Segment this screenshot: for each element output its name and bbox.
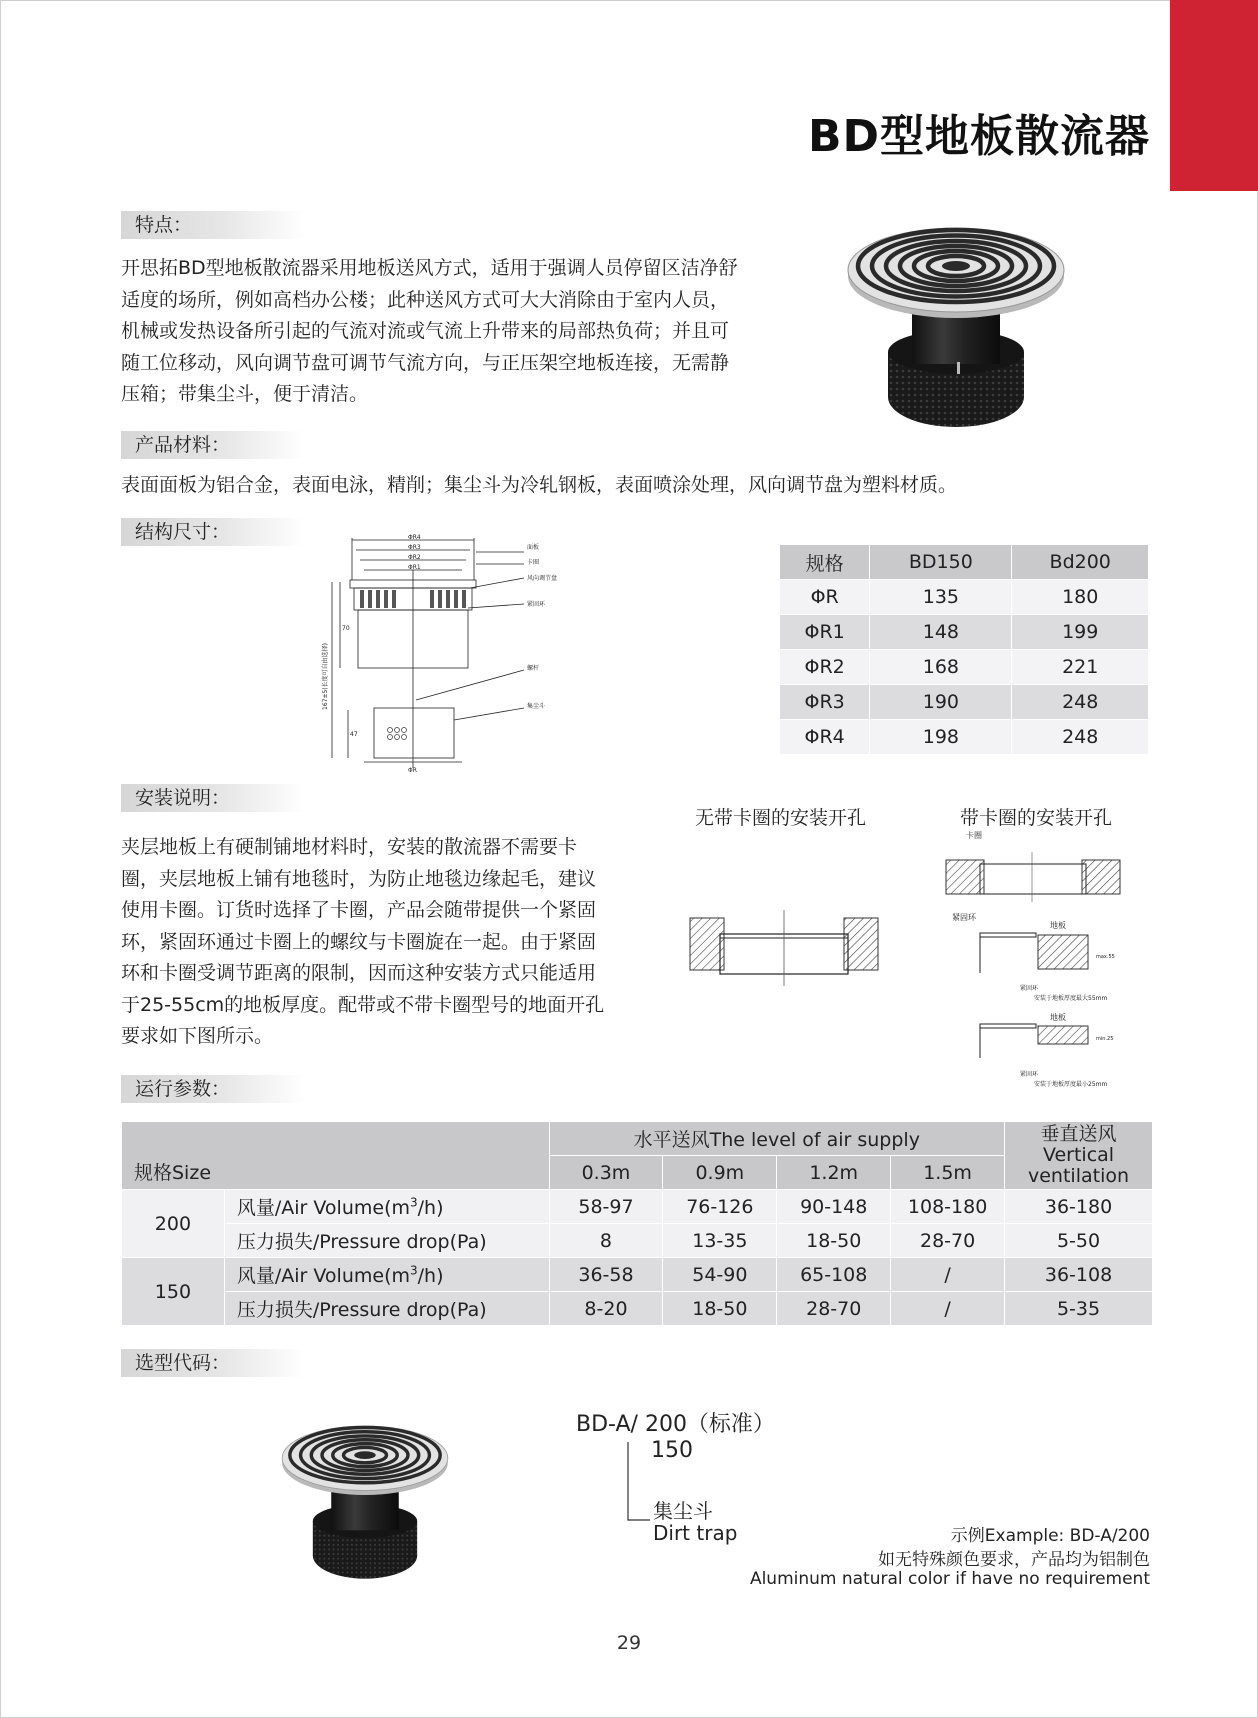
spec-cell: 199: [1012, 615, 1149, 650]
install-text: [121, 832, 604, 1053]
install-heading: 安装说明：: [121, 784, 305, 812]
features-line: 压箱；带集尘斗，便于清洁。: [121, 383, 369, 405]
features-line: 机械或发热设备所引起的气流对流或气流上升带来的局部热负荷；并且可: [121, 320, 730, 342]
param-cell: 8: [549, 1224, 663, 1258]
param-cell: 28-70: [891, 1224, 1005, 1258]
spec-cell: 190: [870, 685, 1012, 720]
param-cell: 36-108: [1005, 1258, 1153, 1292]
part-rod-label: 螺杆: [527, 665, 540, 672]
params-table: [121, 1121, 1153, 1326]
param-cell: /: [891, 1258, 1005, 1292]
spec-cell: 180: [1012, 580, 1149, 615]
param-cell: 90-148: [777, 1190, 891, 1224]
color-note-cn: 如无特殊颜色要求，产品均为铝制色: [878, 1550, 1150, 1570]
dim-min-label: min.25: [1096, 1036, 1114, 1042]
param-cell: 54-90: [663, 1258, 777, 1292]
spec-header-cell: BD150: [870, 545, 1012, 580]
param-cell: 65-108: [777, 1258, 891, 1292]
pressure-label: 压力损失/Pressure drop(Pa): [224, 1224, 549, 1258]
spec-cell: ΦR3: [780, 685, 870, 720]
part-dust-label: 集尘斗: [527, 703, 546, 710]
spec-table: [779, 544, 1149, 755]
spec-table-row: [780, 580, 1149, 615]
params-heading: 运行参数：: [121, 1075, 305, 1103]
install-line: 环，紧固环通过卡圈上的螺纹与卡圈旋在一起。由于紧固: [121, 930, 597, 953]
features-text: [121, 253, 738, 411]
material-text: [121, 470, 957, 502]
dim-r1-label: ΦR1: [408, 564, 421, 571]
page-title: BD型地板散流器: [807, 111, 1150, 162]
note-min-label: 安装于地板厚度最小25mm: [1034, 1081, 1108, 1088]
spec-table-row: [780, 615, 1149, 650]
spec-cell: 221: [1012, 650, 1149, 685]
part-disc-label: 风向调节盘: [527, 575, 558, 582]
install-line: 要求如下图所示。: [121, 1025, 274, 1047]
dim-height-label: 167±5(长度可自由选择): [322, 643, 329, 710]
install-line: 使用卡圈。订货时选择了卡圈，产品会随带提供一个紧固: [121, 899, 597, 921]
dim-r3-label: ΦR3: [408, 544, 421, 551]
distance-header: 1.2m: [777, 1156, 891, 1190]
structure-drawing: [292, 530, 622, 780]
structure-heading: 结构尺寸：: [121, 518, 305, 546]
spec-cell: 248: [1012, 720, 1149, 755]
spec-cell: ΦR4: [780, 720, 870, 755]
product-photo: [840, 212, 1072, 437]
spec-table-row: [780, 685, 1149, 720]
color-note-en: Aluminum natural color if have no requirement: [749, 1569, 1150, 1589]
features-line: 适度的场所，例如高档办公楼；此种送风方式可大大消除由于室内人员，: [121, 288, 730, 311]
vertical-header-en2: ventilation: [1028, 1165, 1130, 1187]
clamp-label-top: 紧固环: [952, 913, 976, 922]
param-cell: 36-58: [549, 1258, 663, 1292]
code-heading: 选型代码：: [121, 1349, 305, 1377]
spec-table-header: [780, 545, 1149, 580]
distance-header: 1.5m: [891, 1156, 1005, 1190]
param-cell: 5-35: [1005, 1292, 1153, 1326]
param-cell: 36-180: [1005, 1190, 1153, 1224]
features-heading: 特点：: [121, 211, 305, 239]
param-cell: 13-35: [663, 1224, 777, 1258]
distance-header: 0.9m: [663, 1156, 777, 1190]
red-corner-block: [1170, 0, 1258, 191]
material-heading: 产品材料：: [121, 431, 305, 459]
dim-47-label: 47: [350, 731, 358, 738]
install-drawing-with-ring: [940, 828, 1140, 1093]
spec-header-cell: Bd200: [1012, 545, 1149, 580]
product-photo-small: [276, 1412, 454, 1588]
vertical-header-en1: Vertical: [1042, 1144, 1115, 1166]
volume-label: 风量/Air $Volume(m^3/h)$: [224, 1190, 549, 1224]
install-line: 于25-55cm的地板厚度。配带或不带卡圈型号的地面开孔: [121, 993, 605, 1016]
params-horizontal-header: 水平送风The level of air supply: [549, 1122, 1005, 1156]
dim-r-label: ΦR: [408, 767, 417, 774]
spec-header-cell: 规格: [780, 545, 870, 580]
size-cell: 200: [122, 1190, 225, 1258]
page-number: 29: [616, 1632, 642, 1654]
spec-table-row: [780, 720, 1149, 755]
features-line: 随工位移动，风向调节盘可调节气流方向，与正压架空地板连接，无需静: [121, 351, 730, 374]
param-cell: 18-50: [663, 1292, 777, 1326]
ring-label: 卡圈: [966, 831, 982, 840]
install-caption-with-ring: 带卡圈的安装开孔: [960, 807, 1113, 829]
code-line-2: 150: [651, 1438, 693, 1463]
param-cell: 8-20: [549, 1292, 663, 1326]
material-line: 表面面板为铝合金，表面电泳，精削；集尘斗为冷轧钢板，表面喷涂处理，风向调节盘为塑料材质。: [121, 474, 958, 496]
clamp-label-mid: 紧固环: [1020, 985, 1039, 992]
spec-cell: 248: [1012, 685, 1149, 720]
install-line: 环和卡圈受调节距离的限制，因而这种安装方式只能适用: [121, 962, 597, 984]
param-cell: 76-126: [663, 1190, 777, 1224]
spec-cell: 135: [870, 580, 1012, 615]
floor-label-bottom: 地板: [1050, 1013, 1066, 1022]
param-cell: /: [891, 1292, 1005, 1326]
param-cell: 108-180: [891, 1190, 1005, 1224]
params-size-header: 规格Size: [122, 1122, 550, 1190]
note-max-label: 安装于地板厚度最大55mm: [1034, 995, 1108, 1002]
dim-r2-label: ΦR2: [408, 554, 421, 561]
param-cell: 5-50: [1005, 1224, 1153, 1258]
part-ring-label: 卡圈: [527, 559, 540, 566]
spec-cell: 148: [870, 615, 1012, 650]
dim-70-label: 70: [342, 625, 350, 632]
code-line-1: BD-A/ 200（标准）: [576, 1412, 775, 1437]
spec-table-row: [780, 650, 1149, 685]
spec-cell: ΦR: [780, 580, 870, 615]
param-cell: 18-50: [777, 1224, 891, 1258]
size-cell: 150: [122, 1258, 225, 1326]
param-cell: 28-70: [777, 1292, 891, 1326]
spec-cell: 198: [870, 720, 1012, 755]
example-note: 示例Example: BD-A/200: [950, 1526, 1150, 1546]
install-line: 夹层地板上有硬制铺地材料时，安装的散流器不需要卡: [121, 836, 578, 858]
features-line: 开思拓BD型地板散流器采用地板送风方式，适用于强调人员停留区洁净舒: [121, 257, 738, 279]
vertical-header-cn: 垂直送风: [1040, 1123, 1117, 1145]
code-dust-en: Dirt trap: [653, 1521, 738, 1545]
spec-cell: ΦR2: [780, 650, 870, 685]
spec-cell: ΦR1: [780, 615, 870, 650]
pressure-label: 压力损失/Pressure drop(Pa): [224, 1292, 549, 1326]
volume-label: 风量/Air $Volume(m^3/h)$: [224, 1258, 549, 1292]
install-line: 圈，夹层地板上铺有地毯时，为防止地毯边缘起毛，建议: [121, 867, 597, 890]
params-vertical-header: [1005, 1122, 1153, 1190]
clamp-label-bottom: 紧固环: [1020, 1071, 1039, 1078]
spec-cell: 168: [870, 650, 1012, 685]
part-clamp-label: 紧固环: [527, 601, 546, 608]
distance-header: 0.3m: [549, 1156, 663, 1190]
dim-r4-label: ΦR4: [408, 534, 421, 541]
install-caption-without-ring: 无带卡圈的安装开孔: [695, 807, 867, 829]
install-drawing-without-ring: [686, 900, 886, 990]
code-dust-cn: 集尘斗: [653, 1499, 713, 1523]
floor-label-mid: 地板: [1050, 921, 1066, 930]
dim-max-label: max.55: [1096, 954, 1115, 960]
param-cell: 58-97: [549, 1190, 663, 1224]
part-panel-label: 面板: [527, 544, 540, 551]
